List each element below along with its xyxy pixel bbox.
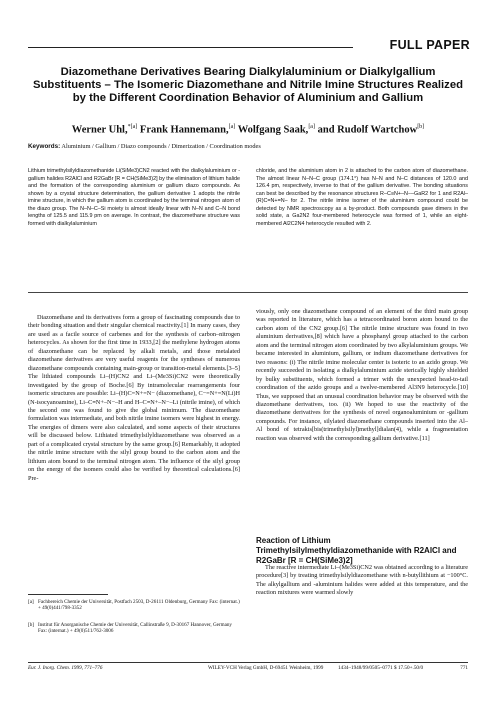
body-right-column (256, 308, 468, 443)
footnote-mark: [b] (28, 622, 34, 628)
body-paragraph: The reactive intermediate Li–(Me3Si)CN2 was obtained according to a literature procedure[3] by treating trimethylsilyldiazomethane with n-butyllithium at −100°C. The alkylgallium and -aluminium halides were added at this temperature, and the reaction mixtures were warmed slowly (256, 564, 468, 597)
footnote (28, 622, 240, 635)
footnote-text: Institut für Anorganische Chemie der Universität, Callinstraße 9, D-30167 Hannover, Germany Fax: (internat.) + 49(0)511/762-3006 (38, 622, 232, 635)
abstract-left-column: Lithium trimethylsilyldiazomethanide Li(SiMe3)CN2 reacted with the dialkylaluminium or -gallium halides R2AlCl and R2GaBr [R = CH(SiMe3)2] by the elimination of lithium halide and the formation of the corresponding aluminium or gallium diazo compounds. As shown by a crystal structure determination, the gallium derivative 1 adopts the nitrile imine structure, in which the gallium atom is coordinated by the terminal nitrogen atom of the diazo group. The N–N–C–Si moiety is almost ideally linear with N–N and C–N bond lengths of 125.5 and 115.9 pm on average. In contrast, the diazomethane structure was formed with dialkylaluminium (28, 168, 240, 227)
footer-rule (28, 662, 468, 663)
footnote (28, 599, 240, 612)
author-list (30, 124, 466, 136)
author-name: and Rudolf Wartchow (317, 124, 418, 136)
keywords-text: Aluminium / Gallium / Diazo compounds / Dimerization / Coordination modes (60, 143, 261, 150)
article-title: Diazomethane Derivatives Bearing Dialkylaluminium or Dialkylgallium Substituents – The Isomeric Diazomethane and Nitrile Imine Structures Realized by the Different Coordination Behavior of Aluminium and Gallium (32, 66, 463, 105)
footer-journal: Eur. J. Inorg. Chem. 1999, 771–776 (28, 665, 103, 671)
footnote-rule (28, 594, 108, 595)
abstract-divider (28, 292, 468, 293)
author-affiliation: [a] (228, 124, 236, 130)
author-affiliation: [b] (417, 124, 425, 130)
section-heading: Reaction of Lithium Trimethylsilylmethyldiazomethanide with R2AlCl and R2GaBr [R = CH(SiMe3)2] (256, 536, 457, 565)
keywords (28, 143, 468, 150)
author-name: Frank Hannemann, (139, 124, 229, 136)
body-paragraph: Diazomethane and its derivatives form a group of fascinating compounds due to their bonding situation and their singular chemical reactivity.[1] In many cases, they are used as a facile source of carbenes and for the synthesis of carbon–nitrogen heterocycles. As shown for the first time in 1933,[2] the methylene hydrogen atoms of diazomethane can be replaced by alkali metals, and those metalated diazomethane derivatives are very useful reagents for the syntheses of numerous diazomethane compounds containing main-group or transition-metal elements.[3–5] The lithiated compounds Li–(H)CN2 and Li–(Me3Si)CN2 were theoretically investigated by the group of Boche.[6] By intramolecular rearrangements four isomeric structures are possible: Li–(H)C=N+=N− (diazomethane), C−=N+=N(Li)H (N-isocyanoamine), Li–C≡N+–N−–H and H–C≡N+–N−–Li (nitrile imine), of which the second one was found to give the global minimum. The diazomethane formulation was intermediate, and both nitrile imine isomers were highest in energy. The energies of dimers were also calculated, and some aspects of their structures will be discussed below. Lithiated trimethylsilyldiazomethane was observed as a part of a complicated crystal structure by the same group.[6] Remarkably, it adopted the nitrile imine structure with the silyl group bound to the carbon atom and the lithium atom bound to the terminal nitrogen atom. The influence of the silyl group on the energy of the isomers could also be verified by theoretical calculations.[6] Pre- (28, 314, 240, 482)
body-paragraph: viously, only one diazomethane compound of an element of the third main group was reported in literature, which has a tetracoordinated boron atom bound to the carbon atom of the CN2 group.[6] The nitrile imine structure was found in two aluminium derivatives,[8] which have a phosphanyl group attached to the carbon atom and the terminal nitrogen atom coordinated by two alkylaluminium groups. We became interested in aluminium, gallium, or indium diazomethane derivatives for two reasons: (i) The nitrile imine molecular center is isoteric to an azido group. We recently succeeded in isolating a dialkylaluminium azide sterically highly shielded by bulky substituents, which formed a trimer with the unexpected head-to-tail coordination of the azido groups and a twelve-membered Al3N9 heterocycle.[10] Thus, we supposed that an unusual coordination behavior may be observed with the diazomethane derivatives, too. (ii) We hoped to use the reactivity of the diazomethane derivatives for the synthesis of novel organoaluminium or -gallium compounds. For instance, silylated diazomethane compounds inserted into the Al–Al bond of tetrakis[bis(trimethylsilyl)methyl]dialan(4), while a fragmentation reaction was observed with the corresponding gallium derivative.[11] (256, 308, 468, 442)
header-rule (28, 47, 353, 48)
section-label: FULL PAPER (389, 38, 470, 52)
footer-publisher: WILEY-VCH Verlag GmbH, D-69451 Weinheim, 1999 (208, 665, 324, 671)
keywords-label: Keywords: (28, 143, 61, 150)
footer-issn: 1434–1948/99/0505–0771 $ 17.50+.50/0 (338, 665, 424, 671)
author-name: Werner Uhl, (71, 124, 128, 136)
author-affiliation: *[a] (127, 124, 138, 130)
body-left-column (28, 314, 240, 483)
body-right-column-continued (256, 564, 468, 598)
footnote-text: Fachbereich Chemie der Universität, Postfach 2503, D-26111 Oldenburg, Germany Fax: (internat.) + 49(0)441/798-3352 (38, 599, 240, 612)
page-number: 771 (460, 665, 468, 671)
author-affiliation: [a] (308, 124, 315, 130)
abstract-right-column: chloride, and the aluminium atom in 2 is attached to the carbon atom of diazomethane. The almost linear N–N–C group (174.1°) has N–N and N–C distances of 120.0 and 126.4 pm, respectively, inverse to that of the gallium derivative. The bonding situations can best be described by the resonance structures R–C≡N+–N−–GaR2 for 1 and R2Al–(R)C=N+=N− for 2. The nitrile imine isomer of the aluminium compound could be detected by NMR spectroscopy as a by-product. Both compounds gave dimers in the solid state, a Ga2N2 four-membered heterocycle was formed of 1, while an eight-membered Al2C2N4 heterocycle resulted with 2. (256, 168, 468, 227)
footnote-mark: [a] (28, 599, 34, 605)
author-name: Wolfgang Saak, (237, 124, 309, 136)
